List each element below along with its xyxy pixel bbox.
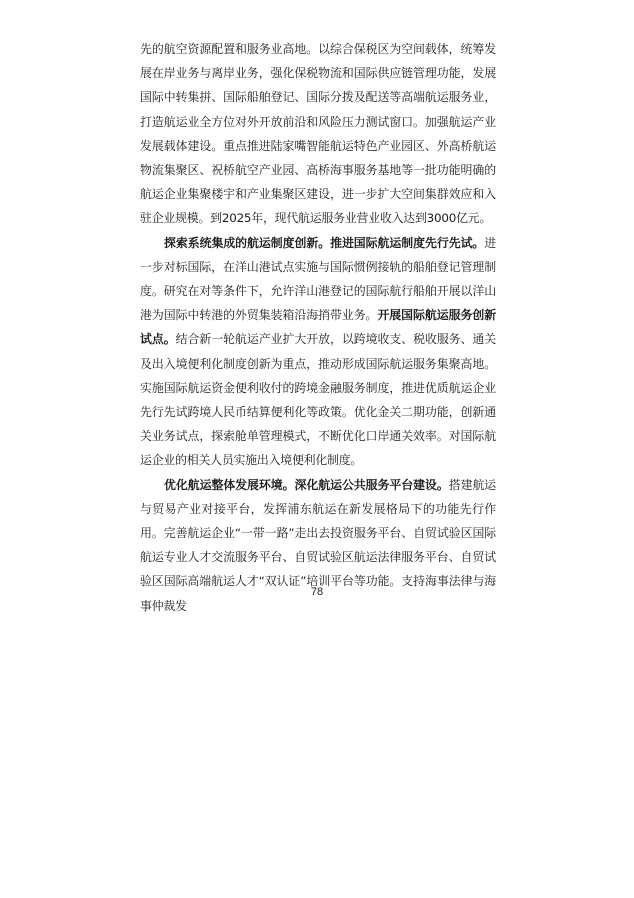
paragraph-2-text-a: 进一步对标国际，在洋山港试点实施与国际惯例接轨的船舶登记管理制度。研究在对等条件下，允许洋山港登记的国际航行船舶开展以洋山港为国际中转港的外贸集装箱沿海捎带业务。 — [140, 235, 496, 323]
paragraph-2-subheading: 开展国际航运服务创新试点。 — [140, 308, 496, 347]
paragraph-1-text: 先的航空资源配置和服务业高地。以综合保税区为空间载体，统筹发展在岸业务与离岸业务，强化保税物流和国际供应链管理功能，发展国际中转集拼、国际船舶登记、国际分拨及配送等高端航运服务业，打造航运业全方位对外开放前沿和风险压力测试窗口。加强航运产业发展载体建设。重点推进陆家嘴智能航运特色产业园区、外高桥航运物流集聚区、祝桥航空产业园、高桥海事服务基地等一批功能明确的航运企业集聚楼宇和产业集聚区建设，进一步扩大空间集群效应和入驻企业规模。到2025年，现代航运服务业营业收入达到3000亿元。 — [140, 42, 496, 226]
page-number: 78 — [310, 586, 324, 598]
paragraph-3-text: 搭建航运与贸易产业对接平台，发挥浦东航运在新发展格局下的功能先行作用。完善航运企业“一带一路”走出去投资服务平台、自贸试验区国际航运专业人才交流服务平台、自贸试验区航运法律服务平台、自贸试验区国际高端航运人才“双认证”培训平台等功能。支持海事法律与海事仲裁发 — [140, 477, 496, 613]
paragraph-2 — [140, 231, 496, 473]
paragraph-2-text-b: 结合新一轮航运产业扩大开放，以跨境收支、税收服务、通关及出入境便利化制度创新为重点，推动形成国际航运服务集聚高地。实施国际航运资金便利收付的跨境金融服务制度，推进优质航运企业先行先试跨境人民币结算便利化等政策。优化金关二期功能，创新通关业务试点，探索舱单管理模式，不断优化口岸通关效率。对国际航运企业的相关人员实施出入境便利化制度。 — [140, 332, 496, 468]
paragraph-2-heading: 探索系统集成的航运制度创新。推进国际航运制度先行先试。 — [164, 235, 485, 250]
paragraph-1 — [140, 37, 496, 231]
paragraph-3-heading: 优化航运整体发展环境。深化航运公共服务平台建设。 — [164, 477, 449, 492]
document-body — [140, 37, 496, 618]
